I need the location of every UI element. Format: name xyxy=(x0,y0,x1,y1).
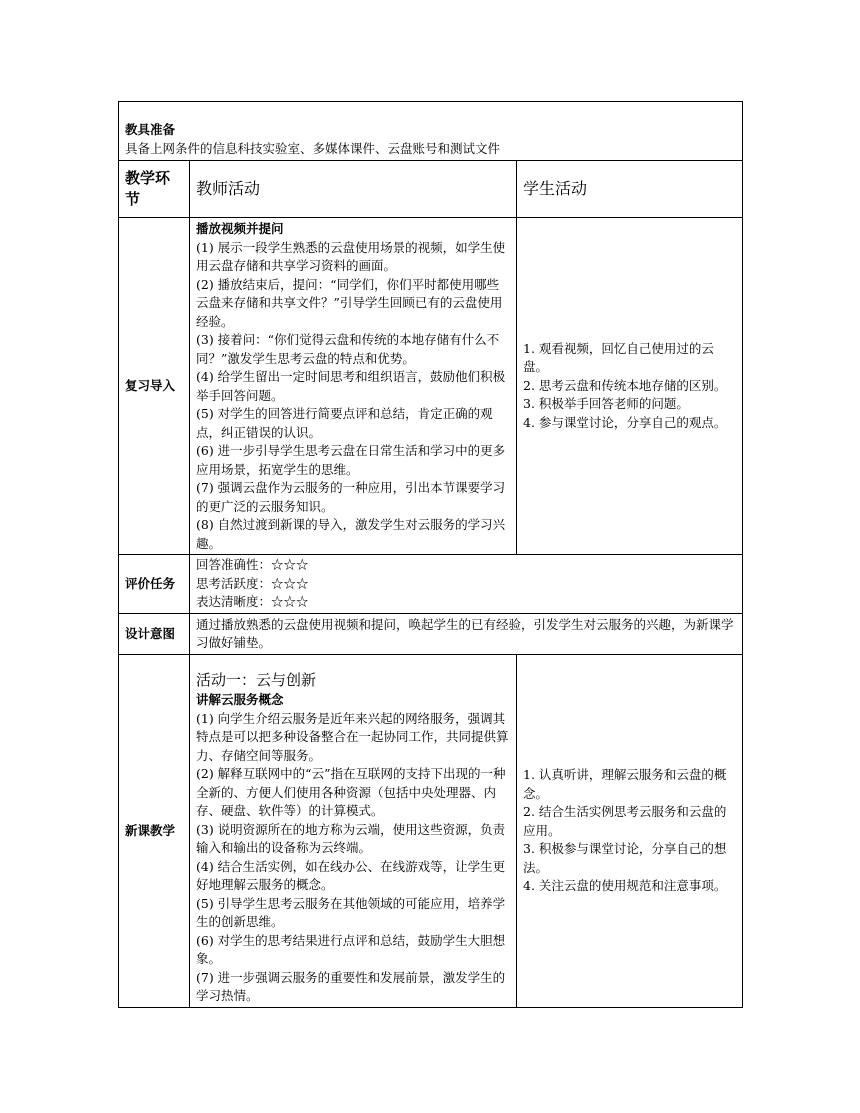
evaluation-row xyxy=(119,555,743,614)
header-row xyxy=(119,161,743,218)
activity-title: 活动一：云与创新 xyxy=(196,671,317,689)
review-item: (3) 接着问：“你们觉得云盘和传统的本地存储有什么不同？”激发学生思考云盘的特点和优势。 xyxy=(196,332,500,366)
review-student-item: 3. 积极举手回答老师的问题。 xyxy=(523,396,689,412)
prep-title: 教具准备 xyxy=(125,122,176,137)
design-content: 通过播放熟悉的云盘使用视频和提问，唤起学生的已有经验，引发学生对云服务的兴趣，为新课学习做好铺垫。 xyxy=(190,614,743,655)
newlesson-item: (1) 向学生介绍云服务是近年来兴起的网络服务，强调其特点是可以把多种设备整合在一起协同工作，共同提供算力、存储空间等服务。 xyxy=(196,710,509,763)
header-stage: 教学环节 xyxy=(119,161,190,218)
newlesson-student-item: 4. 关注云盘的使用规范和注意事项。 xyxy=(523,878,727,893)
newlesson-item: (6) 对学生的思考结果进行点评和总结，鼓励学生大胆想象。 xyxy=(196,932,506,966)
newlesson-stage: 新课教学 xyxy=(119,655,190,1008)
review-item: (8) 自然过渡到新课的导入，激发学生对云服务的学习兴趣。 xyxy=(196,517,506,551)
review-row xyxy=(119,218,743,555)
review-student-item: 1. 观看视频，回忆自己使用过的云盘。 xyxy=(523,340,714,375)
review-item: (2) 播放结束后，提问：“同学们，你们平时都使用哪些云盘来存储和共享文件？”引导学生回顾已有的云盘使用经验。 xyxy=(196,276,503,329)
newlesson-row xyxy=(119,655,743,1008)
lesson-plan-table xyxy=(118,101,743,1008)
newlesson-item: (4) 结合生活实例，如在线办公、在线游戏等，让学生更好地理解云服务的概念。 xyxy=(196,858,506,892)
lesson-plan-page xyxy=(118,101,742,1008)
review-student-item: 2. 思考云盘和传统本地存储的区别。 xyxy=(523,377,727,393)
evaluation-item: 表达清晰度：☆☆☆ xyxy=(196,594,309,610)
prep-cell xyxy=(119,102,743,161)
review-item: (6) 进一步引导学生思考云盘在日常生活和学习中的更多应用场景，拓宽学生的思维。 xyxy=(196,443,506,477)
newlesson-teacher-cell xyxy=(190,655,517,1008)
review-item: (4) 给学生留出一定时间思考和组织语言，鼓励他们积极举手回答问题。 xyxy=(196,369,506,403)
evaluation-item: 思考活跃度：☆☆☆ xyxy=(196,575,309,591)
review-item: (7) 强调云盘作为云服务的一种应用，引出本节课要学习的更广泛的云服务知识。 xyxy=(196,480,506,514)
newlesson-student-cell xyxy=(517,655,743,1008)
review-student-cell xyxy=(517,218,743,555)
evaluation-item: 回答准确性：☆☆☆ xyxy=(196,557,309,573)
design-row xyxy=(119,614,743,655)
review-stage: 复习导入 xyxy=(119,218,190,555)
newlesson-subtitle: 讲解云服务概念 xyxy=(196,692,284,707)
newlesson-student-item: 3. 积极参与课堂讨论，分享自己的想法。 xyxy=(523,841,727,875)
newlesson-item: (2) 解释互联网中的“云”指在互联网的支持下出现的一种全新的、方便人们使用各种资源（包括中央处理器、内存、硬盘、软件等）的计算模式。 xyxy=(196,766,506,818)
review-item: (1) 展示一段学生熟悉的云盘使用场景的视频，如学生使用云盘存储和共享学习资料的画面。 xyxy=(196,239,506,273)
newlesson-item: (3) 说明资源所在的地方称为云端，使用这些资源，负责输入和输出的设备称为云终端。 xyxy=(196,821,506,855)
prep-content: 具备上网条件的信息科技实验室、多媒体课件、云盘账号和测试文件 xyxy=(125,140,501,156)
design-stage: 设计意图 xyxy=(119,614,190,655)
header-teacher: 教师活动 xyxy=(190,161,517,218)
newlesson-student-item: 2. 结合生活实例思考云服务和云盘的应用。 xyxy=(523,804,727,838)
evaluation-stage: 评价任务 xyxy=(119,555,190,614)
newlesson-student-item: 1. 认真听讲，理解云服务和云盘的概念。 xyxy=(523,767,727,801)
review-student-item: 4. 参与课堂讨论，分享自己的观点。 xyxy=(523,414,727,430)
evaluation-cell xyxy=(190,555,743,614)
review-teacher-cell xyxy=(190,218,517,555)
review-subtitle: 播放视频并提问 xyxy=(196,221,284,236)
newlesson-item: (7) 进一步强调云服务的重要性和发展前景，激发学生的学习热情。 xyxy=(196,969,506,1003)
newlesson-item: (5) 引导学生思考云服务在其他领域的可能应用，培养学生的创新思维。 xyxy=(196,895,506,929)
prep-row xyxy=(119,102,743,161)
review-item: (5) 对学生的回答进行简要点评和总结，肯定正确的观点，纠正错误的认识。 xyxy=(196,406,493,440)
header-student: 学生活动 xyxy=(517,161,743,218)
